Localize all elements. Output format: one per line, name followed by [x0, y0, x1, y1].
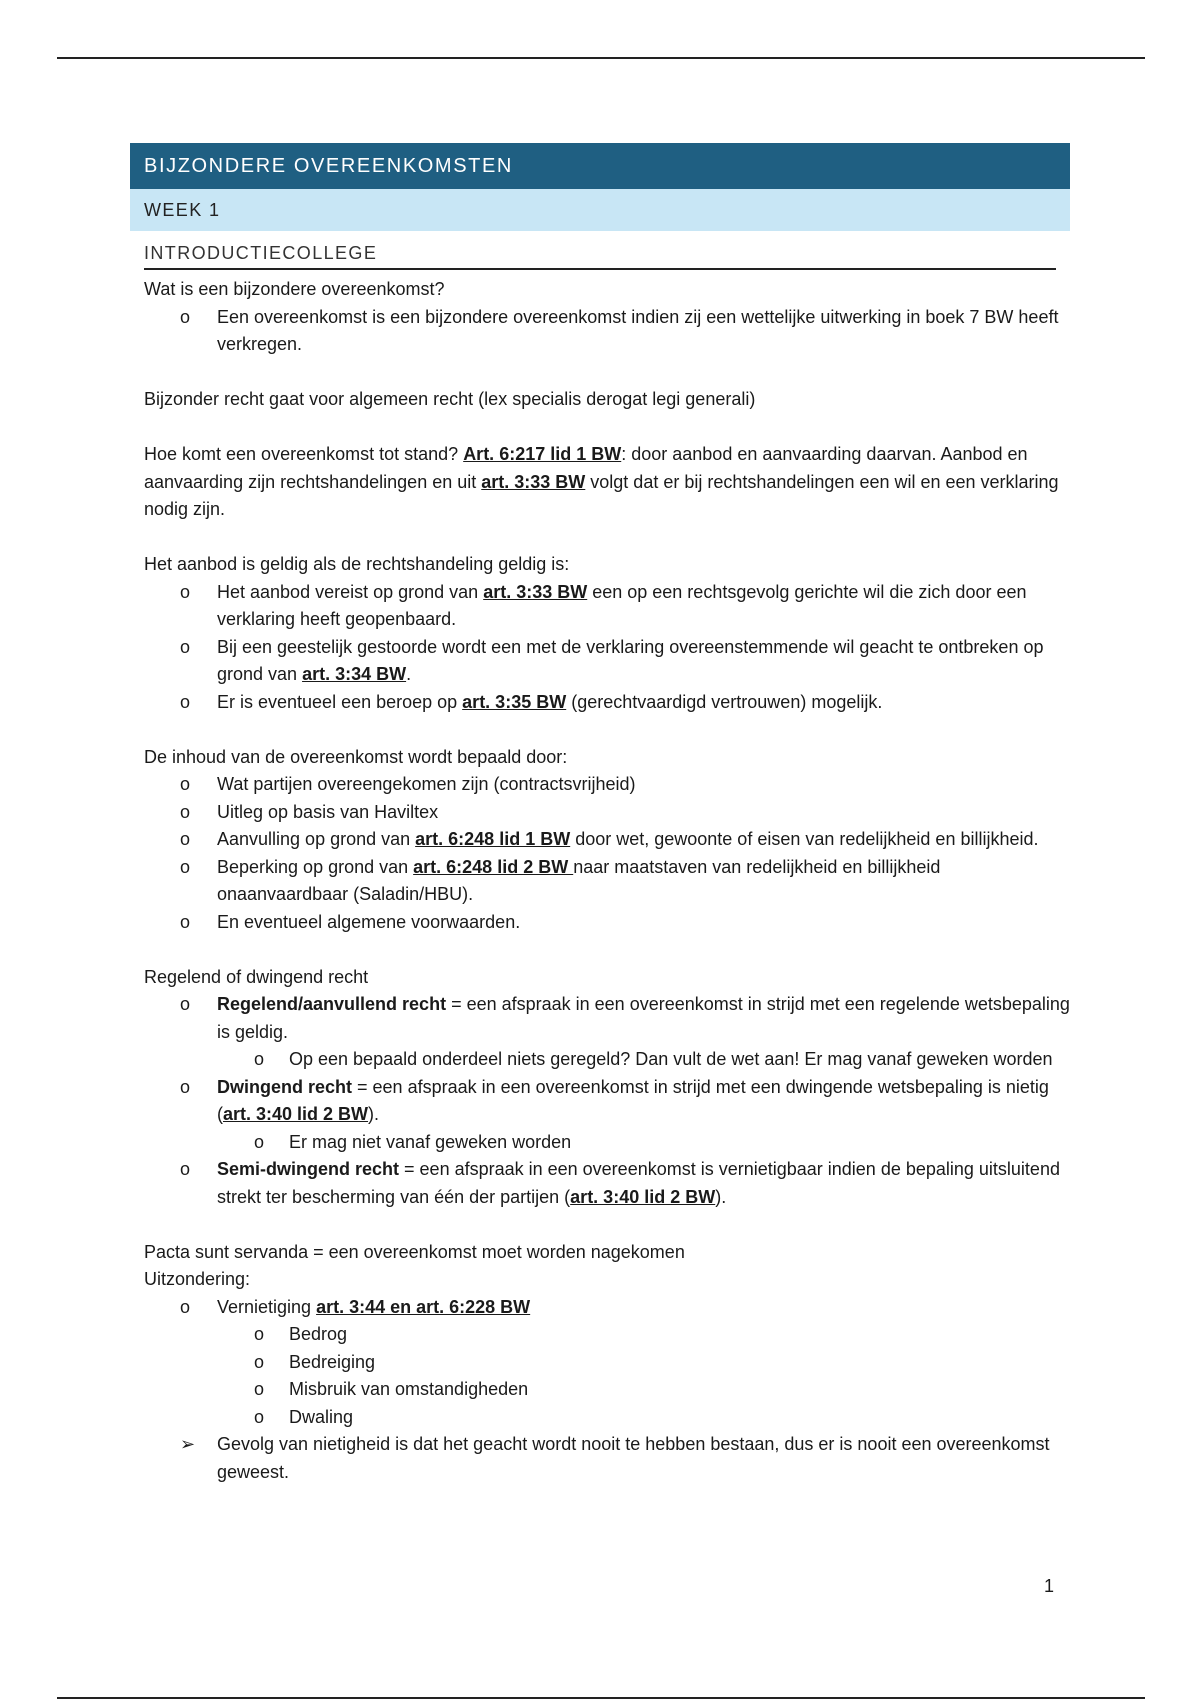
- bullet-list: [144, 1074, 1070, 1129]
- formation-paragraph: Hoe komt een overeenkomst tot stand? Art. 6:217 lid 1 BW: door aanbod en aanvaarding daarvan. Aanbod en aanvaarding zijn rechtshandelingen en uit art. 3:33 BW volgt dat er bij rechtshandelingen een wil en een verklaring nodig zijn.: [144, 444, 1059, 519]
- sub-bullet-list: [144, 1046, 1070, 1074]
- bullet-list: [144, 991, 1070, 1046]
- bullet-list: [144, 771, 1070, 936]
- list-item: o Vernietiging art. 3:44 en art. 6:228 BW: [144, 1294, 1070, 1322]
- article-reference: art. 3:44 en art. 6:228 BW: [316, 1296, 531, 1317]
- offer-validity-block: [144, 551, 1070, 716]
- top-rule: [57, 57, 1145, 59]
- document-body: [144, 276, 1070, 1486]
- article-reference: art. 3:35 BW: [462, 691, 567, 712]
- list-item: o Regelend/aanvullend recht = een afspraak in een overeenkomst in strijd met een regelende wetsbepaling is geldig.: [144, 991, 1070, 1046]
- term-bold: Regelend/aanvullend recht: [217, 994, 447, 1014]
- circle-bullet-icon: o: [180, 774, 191, 794]
- list-item: o Misbruik van omstandigheden: [144, 1376, 1070, 1404]
- circle-bullet-icon: o: [254, 1049, 265, 1069]
- circle-bullet-icon: o: [180, 1296, 191, 1317]
- lex-specialis-paragraph: Bijzonder recht gaat voor algemeen recht (lex specialis derogat legi generali): [144, 389, 756, 409]
- circle-bullet-icon: o: [254, 1351, 265, 1372]
- section-heading: INTRODUCTIECOLLEGE: [144, 243, 1056, 270]
- list-item: o Bedrog: [144, 1321, 1070, 1349]
- sub-bullet-list: [144, 1129, 1070, 1157]
- list-item: o Bij een geestelijk gestoorde wordt een met de verklaring overeenstemmende wil geacht te ontbreken op grond van art. 3:34 BW.: [144, 634, 1070, 689]
- intro-text: De inhoud van de overeenkomst wordt bepaald door:: [144, 746, 568, 767]
- list-item: o Op een bepaald onderdeel niets geregeld? Dan vult de wet aan! Er mag vanaf geweken worden: [144, 1046, 1070, 1074]
- list-item: o Er mag niet vanaf geweken worden: [144, 1129, 1070, 1157]
- circle-bullet-icon: o: [180, 1159, 191, 1179]
- arrow-bullet-icon: ➢: [180, 1434, 196, 1454]
- page-number: 1: [1044, 1576, 1055, 1596]
- article-reference: art. 6:248 lid 2 BW: [413, 856, 574, 877]
- article-reference: art. 3:40 lid 2 BW: [223, 1104, 369, 1124]
- list-item: o Een overeenkomst is een bijzondere overeenkomst indien zij een wettelijke uitwerking in boek 7 BW heeft verkregen.: [144, 304, 1070, 359]
- pacta-block: [144, 1239, 1070, 1487]
- list-item: o Uitleg op basis van Haviltex: [144, 799, 1070, 827]
- article-reference: art. 6:248 lid 1 BW: [415, 829, 571, 849]
- term-bold: Semi-dwingend recht: [217, 1159, 400, 1179]
- circle-bullet-icon: o: [254, 1406, 265, 1427]
- mandatory-law-block: [144, 964, 1070, 1212]
- week-heading: WEEK 1: [130, 189, 1070, 231]
- circle-bullet-icon: o: [180, 801, 191, 822]
- question-text: Wat is een bijzondere overeenkomst?: [144, 279, 445, 299]
- circle-bullet-icon: o: [180, 1076, 191, 1097]
- exception-label: Uitzondering:: [144, 1269, 251, 1289]
- pacta-text: Pacta sunt servanda = een overeenkomst moet worden nagekomen: [144, 1241, 685, 1262]
- list-item: o Wat partijen overeengekomen zijn (contractsvrijheid): [144, 771, 1070, 799]
- bullet-list: [144, 304, 1070, 359]
- article-reference: art. 3:40 lid 2 BW: [570, 1186, 716, 1207]
- document-title: BIJZONDERE OVEREENKOMSTEN: [130, 143, 1070, 189]
- circle-bullet-icon: o: [254, 1324, 265, 1344]
- article-reference: art. 3:33 BW: [483, 581, 588, 602]
- circle-bullet-icon: o: [180, 581, 191, 602]
- bottom-rule: [57, 1697, 1145, 1699]
- bullet-list: [144, 579, 1070, 717]
- article-reference: art. 3:33 BW: [481, 471, 586, 492]
- bullet-list: [144, 1156, 1070, 1211]
- list-item: o Bedreiging: [144, 1349, 1070, 1377]
- list-item: o Er is eventueel een beroep op art. 3:35 BW (gerechtvaardigd vertrouwen) mogelijk.: [144, 689, 1070, 717]
- list-item: o En eventueel algemene voorwaarden.: [144, 909, 1070, 937]
- circle-bullet-icon: o: [180, 691, 191, 712]
- circle-bullet-icon: o: [180, 994, 191, 1014]
- list-item: o Aanvulling op grond van art. 6:248 lid 1 BW door wet, gewoonte of eisen van redelijkheid en billijkheid.: [144, 826, 1070, 854]
- circle-bullet-icon: o: [254, 1131, 265, 1152]
- definition-block: [144, 276, 1070, 359]
- sub-bullet-list: [144, 1321, 1070, 1431]
- intro-text: Het aanbod is geldig als de rechtshandeling geldig is:: [144, 554, 570, 574]
- bullet-list: [144, 1431, 1070, 1486]
- circle-bullet-icon: o: [180, 636, 191, 657]
- circle-bullet-icon: o: [180, 911, 191, 932]
- list-item: o Beperking op grond van art. 6:248 lid 2 BW naar maatstaven van redelijkheid en billijkheid onaanvaardbaar (Saladin/HBU).: [144, 854, 1070, 909]
- intro-text: Regelend of dwingend recht: [144, 966, 369, 987]
- bullet-list: [144, 1294, 1070, 1322]
- circle-bullet-icon: o: [180, 306, 191, 327]
- article-reference: Art. 6:217 lid 1 BW: [463, 444, 622, 464]
- content-determination-block: [144, 744, 1070, 937]
- circle-bullet-icon: o: [254, 1379, 265, 1399]
- list-item: o Semi-dwingend recht = een afspraak in een overeenkomst is vernietigbaar indien de bepaling uitsluitend strekt ter bescherming van één der partijen (art. 3:40 lid 2 BW).: [144, 1156, 1070, 1211]
- list-item: o Het aanbod vereist op grond van art. 3:33 BW een op een rechtsgevolg gerichte wil die zich door een verklaring heeft geopenbaard.: [144, 579, 1070, 634]
- circle-bullet-icon: o: [180, 856, 191, 877]
- list-item: o Dwaling: [144, 1404, 1070, 1432]
- list-item: ➢ Gevolg van nietigheid is dat het geacht wordt nooit te hebben bestaan, dus er is nooit een overeenkomst geweest.: [144, 1431, 1070, 1486]
- document-page: [130, 143, 1070, 1486]
- circle-bullet-icon: o: [180, 829, 191, 849]
- list-item: o Dwingend recht = een afspraak in een overeenkomst in strijd met een dwingende wetsbepaling is nietig (art. 3:40 lid 2 BW).: [144, 1074, 1070, 1129]
- term-bold: Dwingend recht: [217, 1076, 353, 1097]
- article-reference: art. 3:34 BW: [302, 664, 407, 684]
